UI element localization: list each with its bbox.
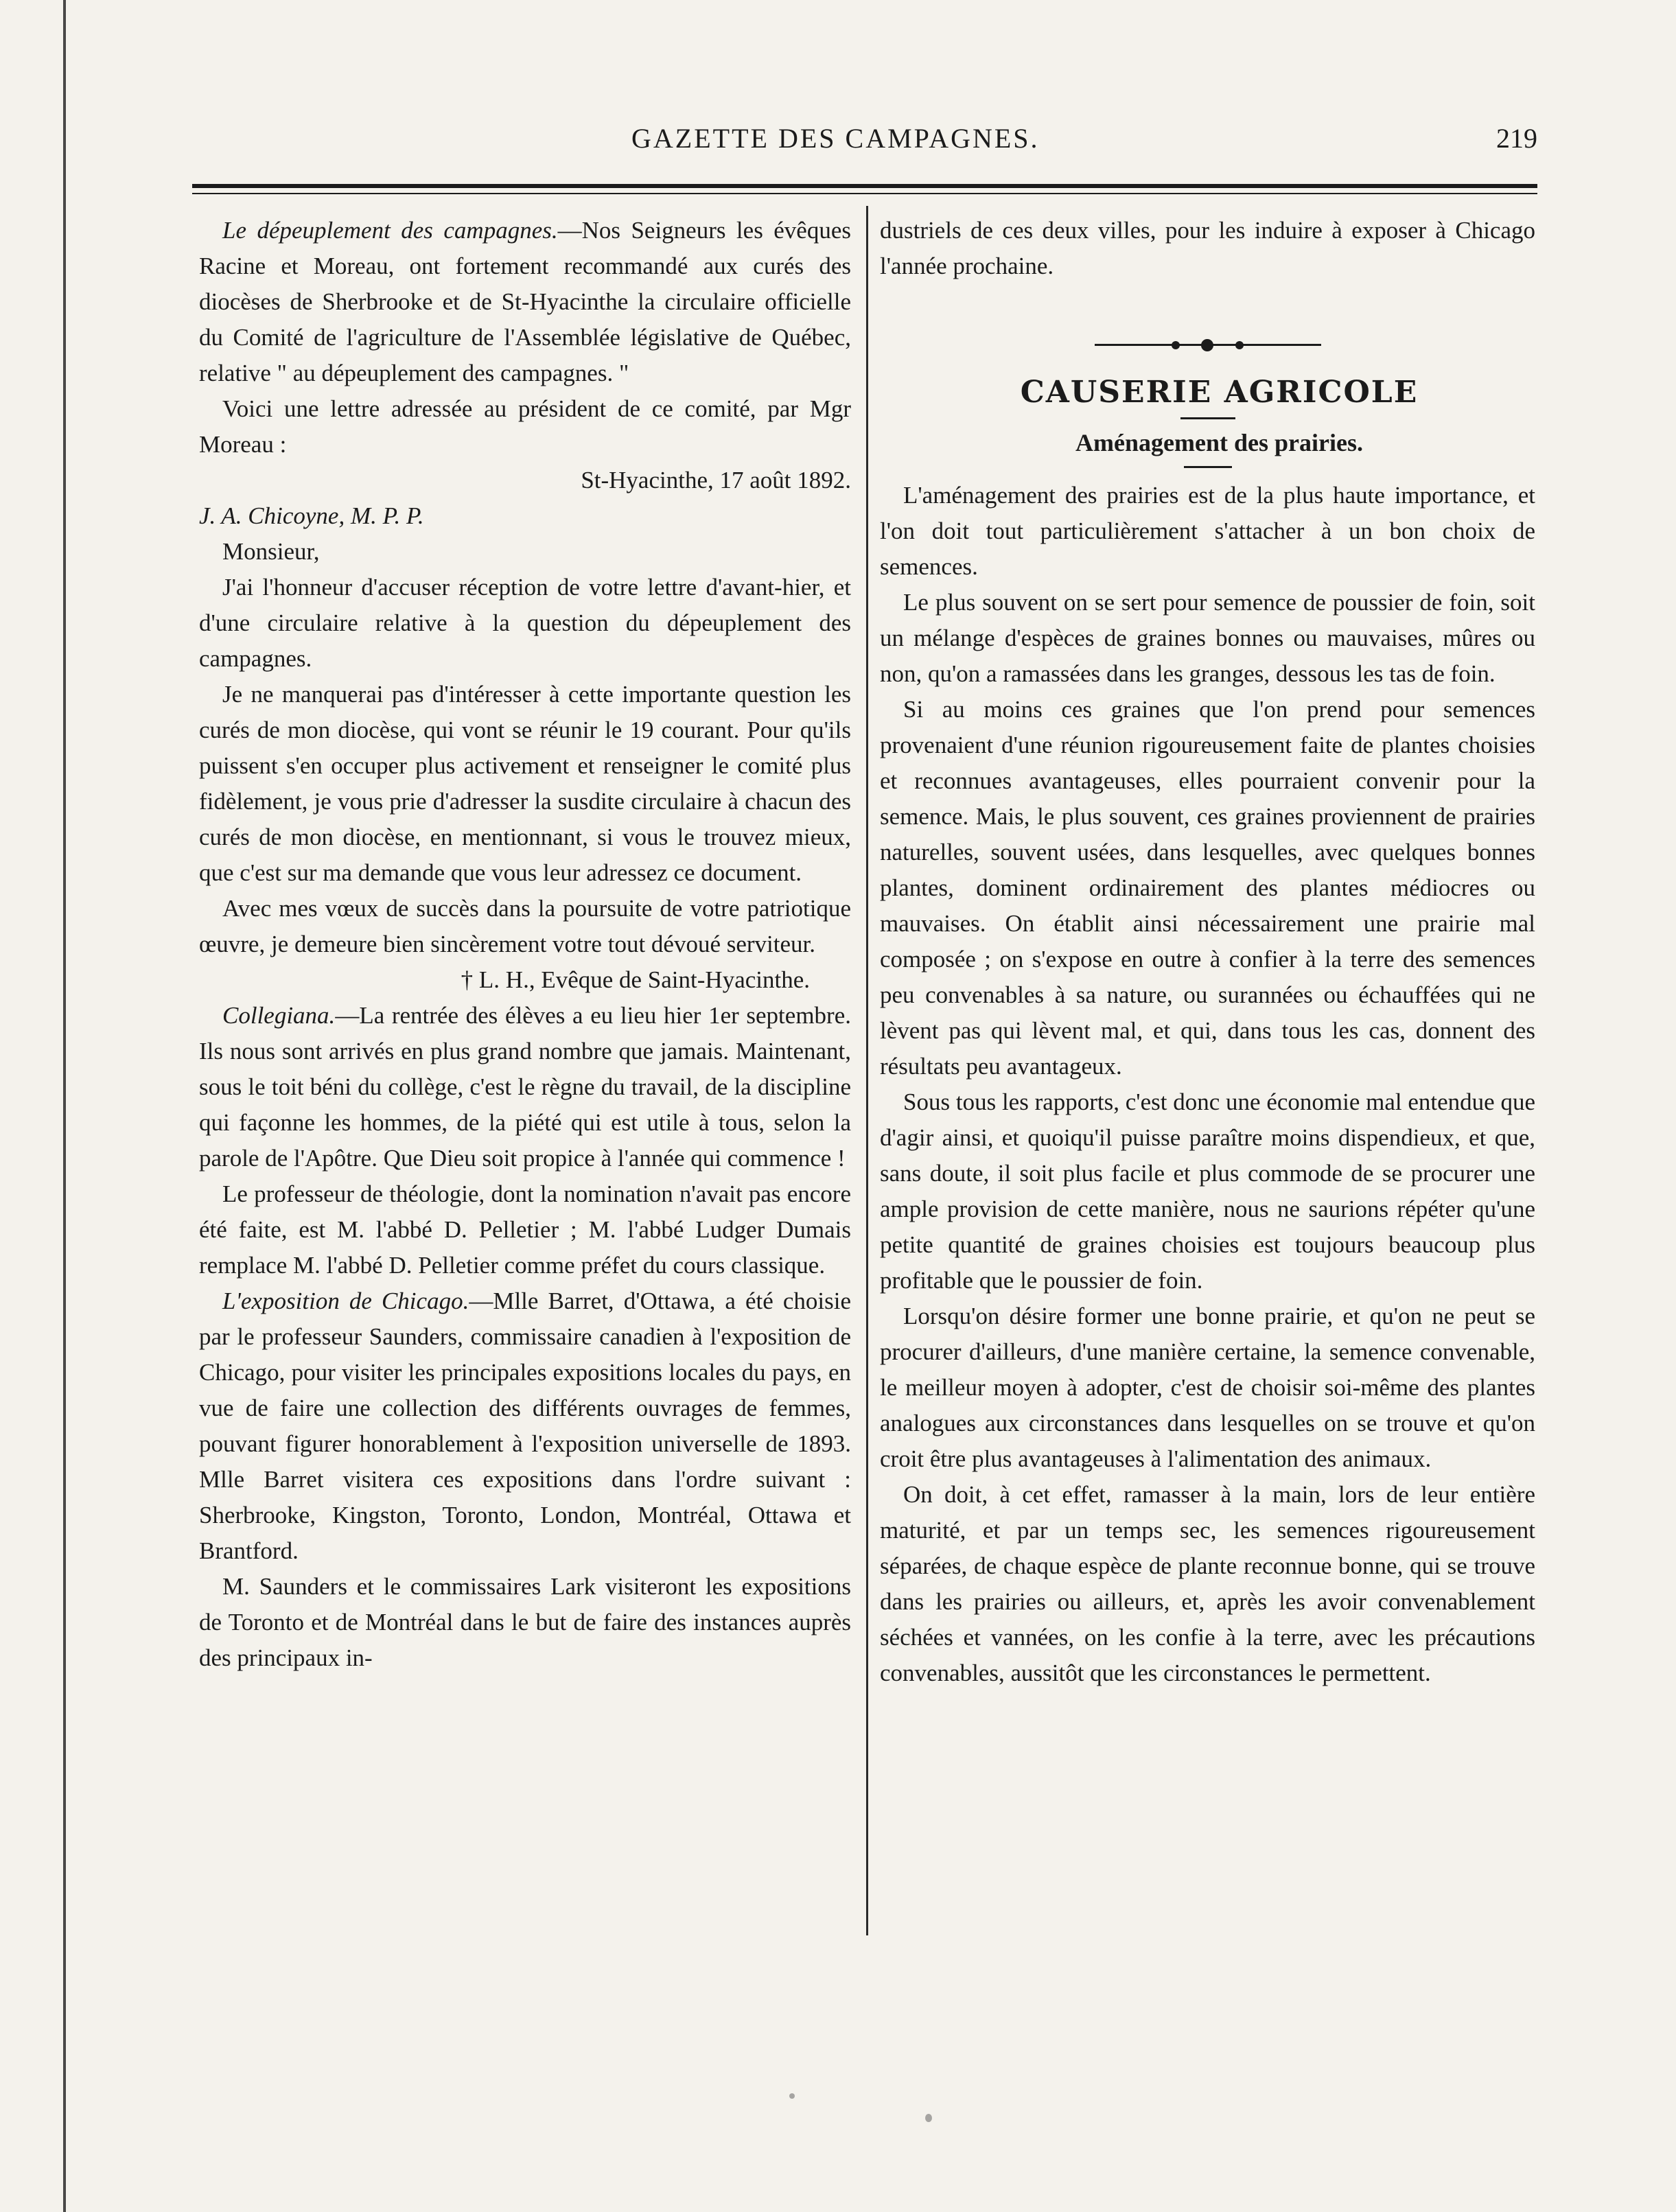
article-collegiana: [199, 998, 851, 1176]
right-column: [880, 213, 1535, 1691]
article-chicago: [199, 1283, 851, 1569]
ornament-dot: [1235, 341, 1244, 349]
title-rule: [1180, 417, 1235, 419]
print-speck: [789, 2093, 795, 2099]
paragraph: Le professeur de théologie, dont la nomination n'avait pas encore été faite, est M. l'abbé D. Pelletier ; M. l'abbé Ludger Dumais remplace M. l'abbé D. Pelletier comme préfet du cours classique.: [199, 1180, 851, 1279]
paragraph: J'ai l'honneur d'accuser réception de votre lettre d'avant-hier, et d'une circulaire relative à la question du dépeuplement des campagnes.: [199, 574, 851, 672]
paragraph: Lorsqu'on désire former une bonne prairie, et qu'on ne peut se procurer d'ailleurs, d'une manière certaine, la semence convenable, le meilleur moyen à adopter, c'est de choisir soi-même des plantes analogues aux circonstances dans lesquelles on se trouve et qu'on croit être plus avantageuses à l'alimentation des animaux.: [880, 1303, 1535, 1472]
left-column: [199, 213, 851, 1676]
article-title: Collegiana.: [222, 1002, 336, 1029]
section-subtitle: Aménagement des prairies.: [1075, 429, 1363, 456]
article-depopulation: [199, 213, 851, 391]
subtitle-rule: [1184, 466, 1232, 468]
header-rule-thin: [192, 193, 1537, 194]
print-speck: [925, 2114, 932, 2122]
article-title: L'exposition de Chicago.: [222, 1288, 469, 1314]
header-rule-thick: [192, 184, 1537, 188]
paragraph: Si au moins ces graines que l'on prend pour semences provenaient d'une réunion rigoureusement faite de plantes choisies et reconnues avantageuses, elles pourraient convenir pour la semence. Mais, le plus souvent, ces graines proviennent de prairies naturelles, souvent usées, dans lesquelles, avec quelques bonnes plantes, dominent ordinairement des plantes médiocres ou mauvaises. On établit ainsi nécessairement une prairie mal composée ; on s'expose en outre à confier à la terre des semences peu convenables à sa nature, ou surannées ou échauffées qui ne lèvent pas qui lèvent mal, et qui, dans tous les cas, donnent des résultats peu avantageux.: [880, 696, 1535, 1080]
letter-addressee: J. A. Chicoyne, M. P. P.: [199, 502, 424, 529]
paragraph: On doit, à cet effet, ramasser à la main, lors de leur entière maturité, et par un temps sec, les semences rigoureusement séparées, de chaque espèce de plante reconnue bonne, qui se trouve dans les prairies ou ailleurs, et, après les avoir convenablement séchées et vannées, on les confie à la terre, avec les précautions convenables, aussitôt que les circonstances le permettent.: [880, 1481, 1535, 1686]
paragraph: Le plus souvent on se sert pour semence de poussier de foin, soit un mélange d'espèces de graines bonnes ou mauvaises, mûres ou non, qu'on a ramassées dans les granges, dessous les tas de foin.: [880, 589, 1535, 687]
section-ornament: [1095, 338, 1321, 351]
paragraph: M. Saunders et le commissaires Lark visiteront les expositions de Toronto et de Montréal dans le but de faire des instances auprès des principaux in-: [199, 1573, 851, 1671]
ornament-dot: [1172, 341, 1180, 349]
paragraph: Sous tous les rapports, c'est donc une économie mal entendue que d'agir ainsi, et quoiqu'il puisse paraître moins dispendieux, et que, sans doute, il soit plus facile et plus commode de se procurer une ample provision de cette manière, nous ne saurions répéter qu'une petite quantité de graines choisies est toujours beaucoup plus profitable que le poussier de foin.: [880, 1088, 1535, 1294]
article-text: —La rentrée des élèves a eu lieu hier 1er septembre. Ils nous sont arrivés en plus grand nombre que jamais. Maintenant, sous le toit béni du collège, c'est le règne du travail, de la discipline qui façonne les hommes, de la piété qui est utile à tous, selon la parole de l'Apôtre. Que Dieu soit propice à l'année qui commence !: [199, 1002, 851, 1172]
paragraph: Avec mes vœux de succès dans la poursuite de votre patriotique œuvre, je demeure bien sincèrement votre tout dévoué serviteur.: [199, 895, 851, 957]
page-header: [192, 117, 1537, 165]
article-text: —Nos Seigneurs les évêques Racine et Moreau, ont fortement recommandé aux curés des diocèses de Sherbrooke et de St-Hyacinthe la circulaire officielle du Comité de l'agriculture de l'Assemblée législative de Québec, relative " au dépeuplement des campagnes. ": [199, 217, 851, 386]
letter-dateline: St-Hyacinthe, 17 août 1892.: [581, 467, 851, 493]
ornament-dot: [1201, 339, 1213, 351]
paragraph: Voici une lettre adressée au président de ce comité, par Mgr Moreau :: [199, 395, 851, 458]
section-title: CAUSERIE AGRICOLE: [1020, 375, 1419, 410]
paragraph: L'aménagement des prairies est de la plus haute importance, et l'on doit tout particulièrement s'attacher à un bon choix de semences.: [880, 482, 1535, 580]
article-text: —Mlle Barret, d'Ottawa, a été choisie par le professeur Saunders, commissaire canadien à l'exposition de Chicago, pour visiter les principales expositions locales du pays, en vue de faire une collection des différents ouvrages de femmes, pouvant figurer honorablement à l'exposition universelle de 1893. Mlle Barret visitera ces expositions dans l'ordre suivant : Sherbrooke, Kingston, Toronto, London, Montréal, Ottawa et Brantford.: [199, 1288, 852, 1564]
column-divider: [866, 206, 868, 1935]
binding-edge: [63, 0, 66, 2212]
page-number: 219: [1496, 123, 1537, 154]
article-title: Le dépeuplement des campagnes.: [222, 217, 558, 244]
paragraph: Je ne manquerai pas d'intéresser à cette importante question les curés de mon diocèse, qui vont se réunir le 19 courant. Pour qu'ils puissent s'en occuper plus activement et renseigner le comité plus fidèlement, je vous prie d'adresser la susdite circulaire à chacun des curés de mon diocèse, en mentionnant, si vous le trouvez mieux, que c'est sur ma demande que vous leur adressez ce document.: [199, 681, 851, 886]
paragraph-continued: dustriels de ces deux villes, pour les induire à exposer à Chicago l'année prochaine.: [880, 217, 1535, 279]
running-title: GAZETTE DES CAMPAGNES.: [631, 123, 1040, 154]
letter-salutation: Monsieur,: [222, 538, 320, 565]
letter-signature: † L. H., Evêque de Saint-Hyacinthe.: [461, 966, 810, 993]
